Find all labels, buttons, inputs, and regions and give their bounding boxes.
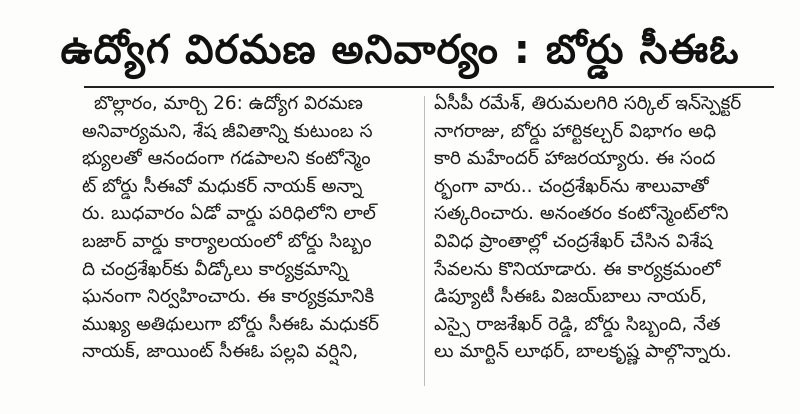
body-line: వివిధ ప్రాంతాల్లో చంద్రశేఖర్ చేసిన విశేష xyxy=(434,230,713,252)
body-line: నాగరాజు, బోర్డు హార్టికల్చర్ విభాగం అధి xyxy=(434,120,717,142)
body-line: ఎస్సై రాజశేఖర్ రెడ్డి, బోర్డు సిబ్బంది, నేత xyxy=(434,313,721,335)
body-line: బజార్ వార్డు కార్యాలయంలో బోర్డు సిబ్బం xyxy=(82,230,372,252)
body-line: బొల్లారం, మార్చి 26: ఉద్యోగ విరమణ xyxy=(94,93,363,114)
body-line: డిప్యూటీ సీఈఓ విజయ్‌బాలు నాయర్, xyxy=(434,286,707,308)
body-line: ఘనంగా నిర్వహించారు. ఈ కార్యక్రమానికి xyxy=(82,286,375,308)
body-line: ట్ బోర్డు సీఈవో మధుకర్ నాయక్ అన్నా xyxy=(82,175,363,197)
body-line: ఏసీపీ రమేశ్, తిరుమలగిరి సర్కిల్ ఇన్‌స్పెక్టర్ xyxy=(434,93,742,114)
body-line: నాయక్, జాయింట్ సీఈఓ పల్లవి వర్షిని, xyxy=(82,341,359,363)
body-line: రు. బుధవారం ఏడో వార్డు పరిధిలోని లాల్ xyxy=(82,203,376,225)
body-line: కారి మహేందర్ హాజరయ్యారు. ఈ సంద xyxy=(434,148,716,170)
headline-rule xyxy=(84,86,774,88)
body-line: లు మార్టిన్ లూథర్, బాలకృష్ణ పాల్గొన్నారు. xyxy=(434,341,732,363)
article-column-left xyxy=(82,90,414,366)
body-line: ర్భంగా వారు.. చంద్రశేఖర్‌ను శాలువాతో xyxy=(434,175,709,197)
article-column-right xyxy=(434,90,766,366)
column-divider xyxy=(424,96,425,386)
body-line: ది చంద్రశేఖర్‌కు వీడ్కోలు కార్యక్రమాన్ని xyxy=(82,258,349,280)
body-line: సత్కరించారు. అనంతరం కంటోన్మెంట్‌లోని xyxy=(434,203,729,225)
headline: ఉద్యోగ విరమణ అనివార్యం : బోర్డు సీఈఓ xyxy=(60,27,740,73)
body-line: అనివార్యమని, శేష జీవితాన్ని కుటుంబ స xyxy=(82,120,373,142)
body-line: సేవలను కొనియాడారు. ఈ కార్యక్రమంలో xyxy=(434,258,721,280)
body-line: భ్యులతో ఆనందంగా గడపాలని కంటోన్మెం xyxy=(82,148,371,170)
body-line: ముఖ్య అతిథులుగా బోర్డు సీఈఓ మధుకర్ xyxy=(82,313,380,335)
